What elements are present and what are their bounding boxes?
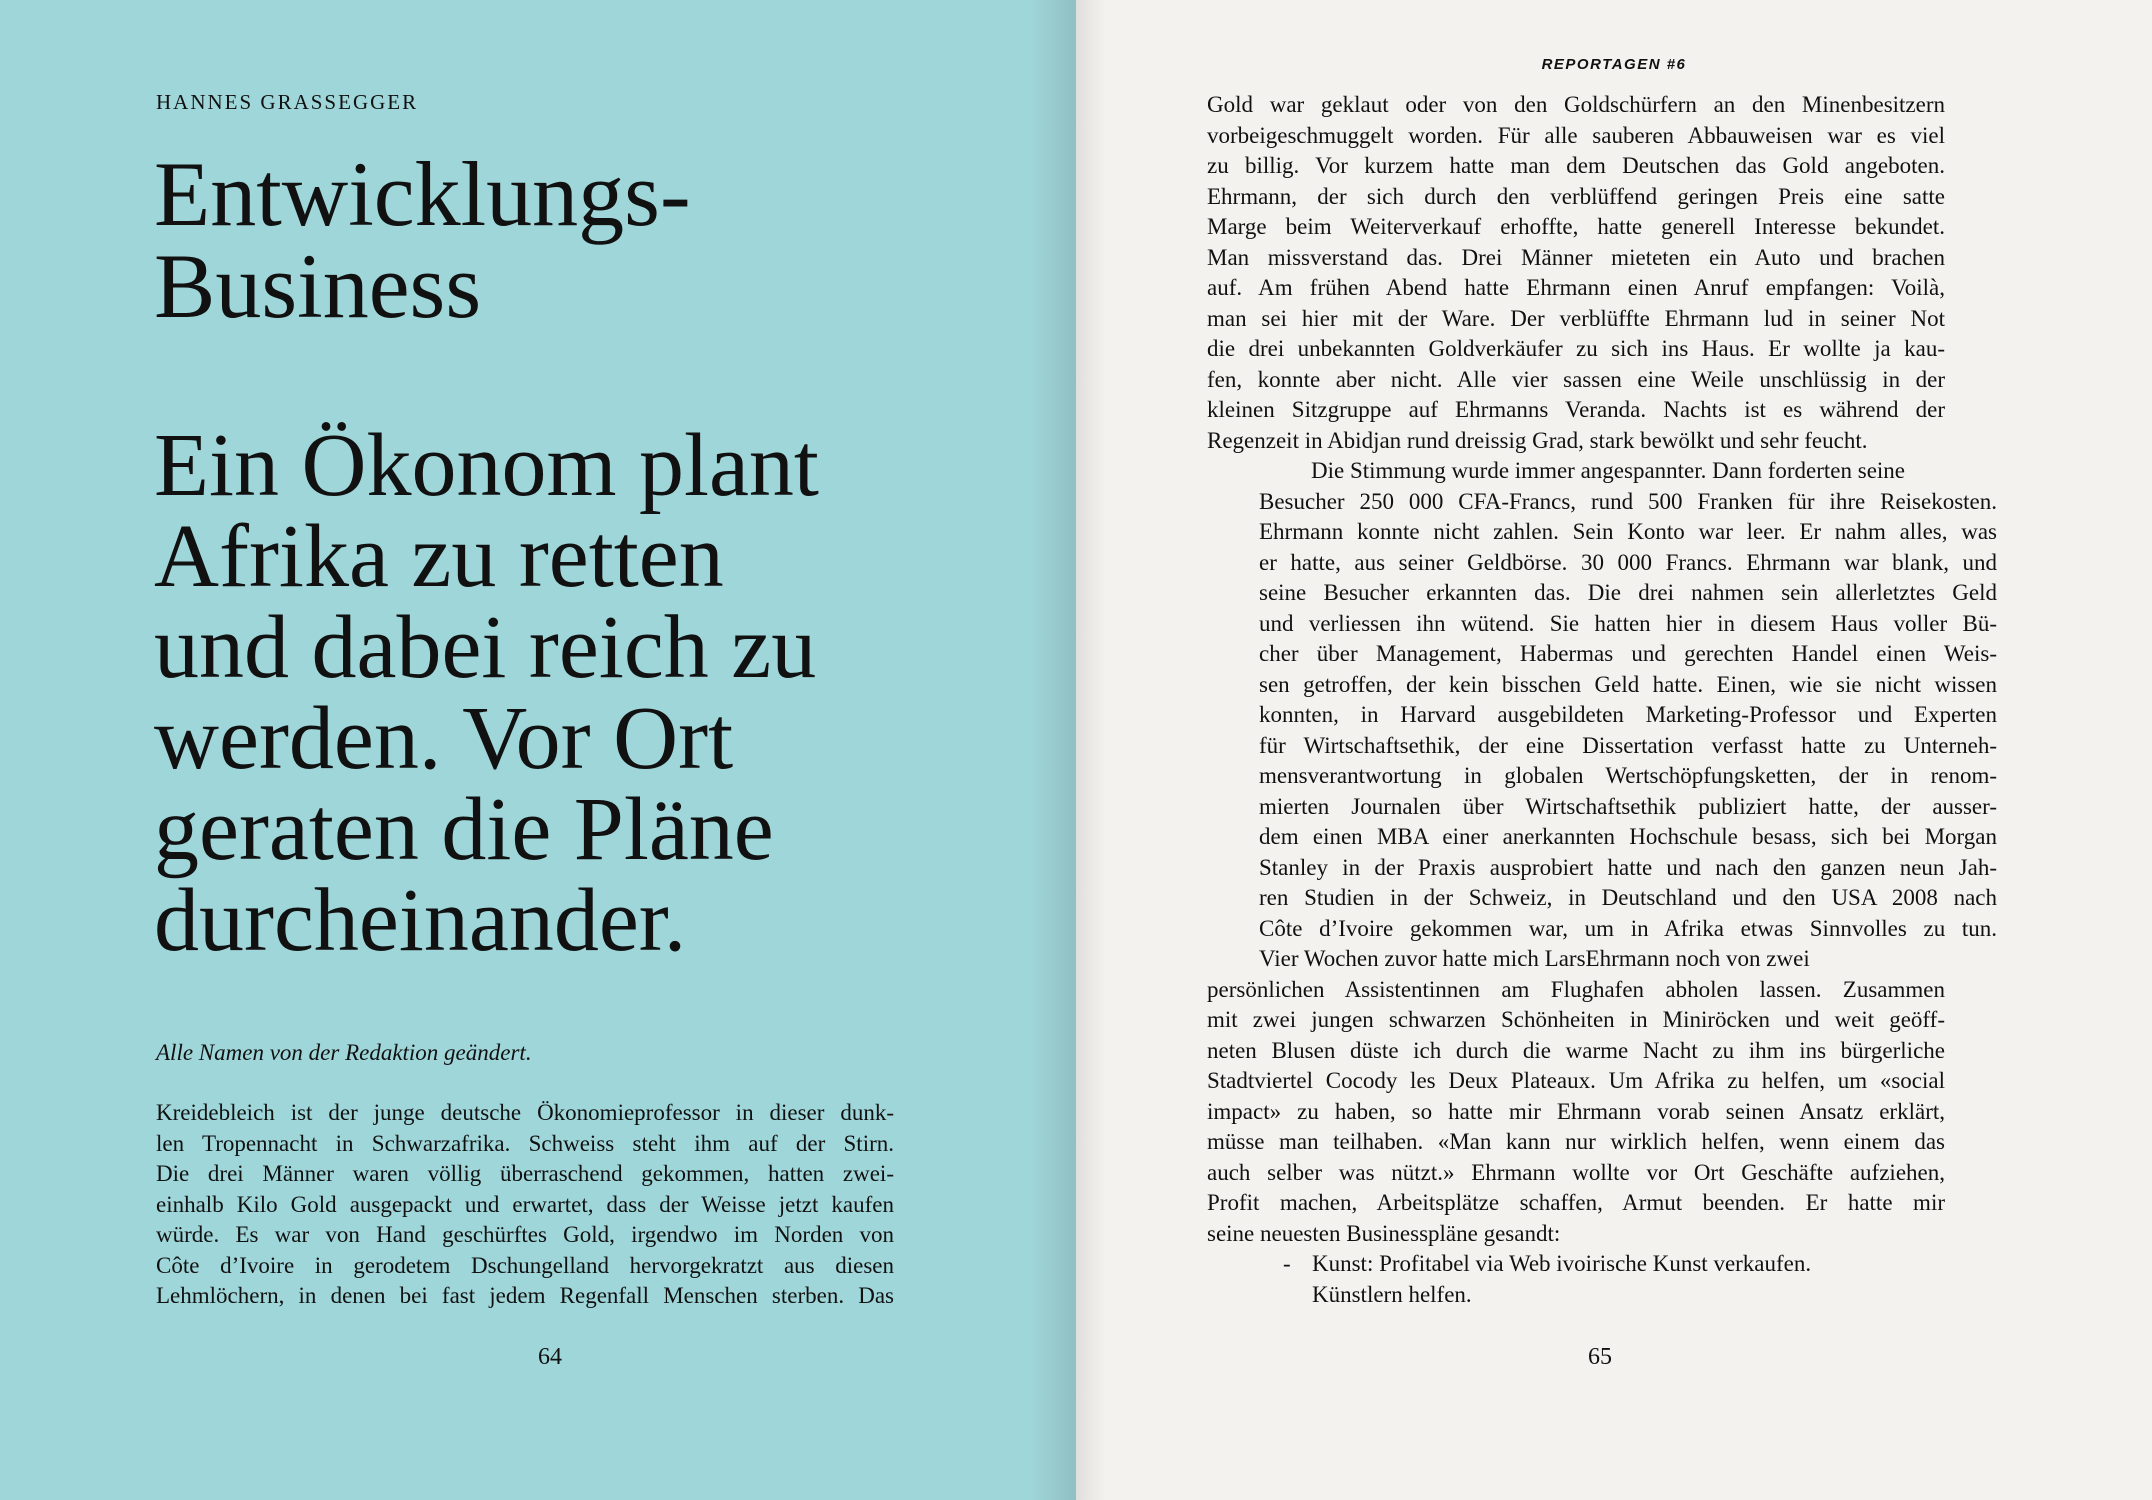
text-line: Man missverstand das. Drei Männer mieteten ein Auto und brachen: [1207, 244, 1945, 270]
list-item-text: Kunst: Profitabel via Web ivoirische Kunst verkaufen.: [1312, 1251, 1812, 1276]
text-line: Ehrmann konnte nicht zahlen. Sein Konto war leer. Er nahm alles, was: [1259, 519, 1997, 544]
subtitle-line: werden. Vor Ort: [154, 689, 734, 788]
business-plan-list: [1283, 1249, 1811, 1310]
text-line: cher über Management, Habermas und gerechten Handel einen Weis-: [1259, 641, 1997, 666]
article-title: [154, 143, 1014, 337]
text-line: vorbeigeschmuggelt worden. Für alle sauberen Abbauweisen war es viel: [1207, 122, 1945, 148]
text-line: zu billig. Vor kurzem hatte man dem Deutschen das Gold angeboten.: [1207, 153, 1945, 178]
page-number-right: 65: [1588, 1344, 1612, 1370]
text-line: seine Besucher erkannten das. Die drei nahmen sein allerletztes Geld: [1259, 580, 1997, 605]
title-line: Business: [154, 235, 482, 337]
text-line: und verliessen ihn wütend. Sie hatten hier in diesem Haus voller Bü-: [1259, 610, 1997, 636]
text-line: auf. Am frühen Abend hatte Ehrmann einen Anruf empfangen: Voilà,: [1207, 275, 1945, 300]
text-line: Stadtviertel Cocody les Deux Plateaux. Um Afrika zu helfen, um «social: [1207, 1068, 1945, 1093]
text-line: müsse man teilhaben. «Man kann nur wirklich helfen, wenn einem das: [1207, 1129, 1945, 1154]
text-line: impact» zu haben, so hatte mir Ehrmann vorab seinen Ansatz erklärt,: [1207, 1098, 1945, 1124]
subtitle-line: und dabei reich zu: [154, 598, 817, 697]
editorial-note: Alle Namen von der Redaktion geändert.: [156, 1040, 532, 1065]
subtitle-line: Ein Ökonom plant: [154, 416, 819, 515]
text-line: Stanley in der Praxis ausprobiert hatte und nach den ganzen neun Jah-: [1259, 854, 1997, 880]
spine-shadow: [1030, 0, 1076, 1500]
page-number-left: 64: [538, 1344, 562, 1370]
author-name: HANNES GRASSEGGER: [156, 90, 419, 114]
text-line: Côte d’Ivoire in gerodetem Dschungelland hervorgekratzt aus diesen: [156, 1252, 894, 1278]
text-line: fen, konnte aber nicht. Alle vier sassen eine Weile unschlüssig in der: [1207, 366, 1945, 392]
text-line: sen getroffen, der kein bisschen Geld hatte. Einen, wie sie nicht wissen: [1259, 671, 1997, 697]
text-line: die drei unbekannten Goldverkäufer zu sich ins Haus. Er wollte ja kau-: [1207, 336, 1945, 361]
text-line: Lehmlöchern, in denen bei fast jedem Regenfall Menschen sterben. Das: [156, 1283, 894, 1308]
list-item: [1283, 1249, 1811, 1280]
list-item-text: Künstlern helfen.: [1312, 1281, 1472, 1307]
body-text-right-paragraph-3: [1207, 944, 1945, 1249]
text-line: mensverantwortung in globalen Wertschöpfungsketten, der in renom-: [1259, 763, 1997, 788]
text-line: mierten Journalen über Wirtschaftsethik publiziert hatte, der ausser-: [1259, 793, 1997, 819]
text-line: kleinen Sitzgruppe auf Ehrmanns Veranda. Nachts ist es während der: [1207, 397, 1945, 422]
subtitle-line: geraten die Pläne: [154, 780, 774, 879]
text-line: mit zwei jungen schwarzen Schönheiten in Miniröcken und weit geöff-: [1207, 1007, 1945, 1032]
text-line: neten Blusen düste ich durch die warme Nacht zu ihm ins bürgerliche: [1207, 1037, 1945, 1063]
body-text-left: [156, 1098, 894, 1312]
text-line: Kreidebleich ist der junge deutsche Ökonomieprofessor in dieser dunk-: [156, 1100, 894, 1125]
running-head: REPORTAGEN #6: [1541, 56, 1687, 73]
text-line: konnten, in Harvard ausgebildeten Marketing-Professor und Experten: [1259, 702, 1997, 727]
text-line: Gold war geklaut oder von den Goldschürfern an den Minenbesitzern: [1207, 92, 1945, 117]
text-line: Ehrmann, der sich durch den verblüffend geringen Preis eine satte: [1207, 183, 1945, 209]
text-line: Profit machen, Arbeitsplätze schaffen, Armut beenden. Er hatte mir: [1207, 1190, 1945, 1215]
text-line: Die drei Männer waren völlig überraschend gekommen, hatten zwei-: [156, 1161, 894, 1186]
text-line: persönlichen Assistentinnen am Flughafen abholen lassen. Zusammen: [1207, 976, 1945, 1002]
text-line: einhalb Kilo Gold ausgepackt und erwartet, dass der Weisse jetzt kaufen: [156, 1191, 894, 1217]
text-line: er hatte, aus seiner Geldbörse. 30 000 Francs. Ehrmann war blank, und: [1259, 549, 1997, 575]
text-line: seine neuesten Businesspläne gesandt:: [1207, 1220, 1561, 1246]
text-line: auch selber was nützt.» Ehrmann wollte vor Ort Geschäfte aufziehen,: [1207, 1159, 1945, 1185]
text-line: Besucher 250 000 CFA-Francs, rund 500 Franken für ihre Reisekosten.: [1259, 488, 1997, 514]
text-line: würde. Es war von Hand geschürftes Gold, irgendwo im Norden von: [156, 1222, 894, 1247]
text-line: man sei hier mit der Ware. Der verblüffte Ehrmann lud in seiner Not: [1207, 305, 1945, 331]
text-line: Vier Wochen zuvor hatte mich LarsEhrmann noch von zwei: [1259, 946, 1810, 971]
text-line: dem einen MBA einer anerkannten Hochschule besass, sich bei Morgan: [1259, 824, 1997, 849]
subtitle-line: durcheinander.: [154, 871, 687, 970]
spine-shadow-right: [1076, 0, 1106, 1500]
text-line: Côte d’Ivoire gekommen war, um in Afrika etwas Sinnvolles zu tun.: [1259, 915, 1997, 941]
text-line: Marge beim Weiterverkauf erhoffte, hatte generell Interesse bekundet.: [1207, 214, 1945, 239]
text-line: Die Stimmung wurde immer angespannter. Dann forderten seine: [1311, 458, 1906, 483]
subtitle-line: Afrika zu retten: [154, 507, 724, 606]
text-line: Regenzeit in Abidjan rund dreissig Grad, stark bewölkt und sehr feucht.: [1207, 427, 1868, 453]
title-line: Entwicklungs-: [154, 143, 691, 245]
body-text-right-paragraph-2: [1259, 456, 1997, 944]
text-line: len Tropennacht in Schwarzafrika. Schweiss steht ihm auf der Stirn.: [156, 1130, 894, 1156]
list-item-continuation: [1283, 1280, 1811, 1311]
body-text-right-paragraph-1: [1207, 90, 1945, 456]
article-subtitle: [154, 416, 1054, 970]
text-line: ren Studien in der Schweiz, in Deutschland und den USA 2008 nach: [1259, 885, 1997, 910]
list-dash: -: [1283, 1251, 1291, 1276]
text-line: für Wirtschaftsethik, der eine Dissertation verfasst hatte zu Unterneh-: [1259, 732, 1997, 758]
